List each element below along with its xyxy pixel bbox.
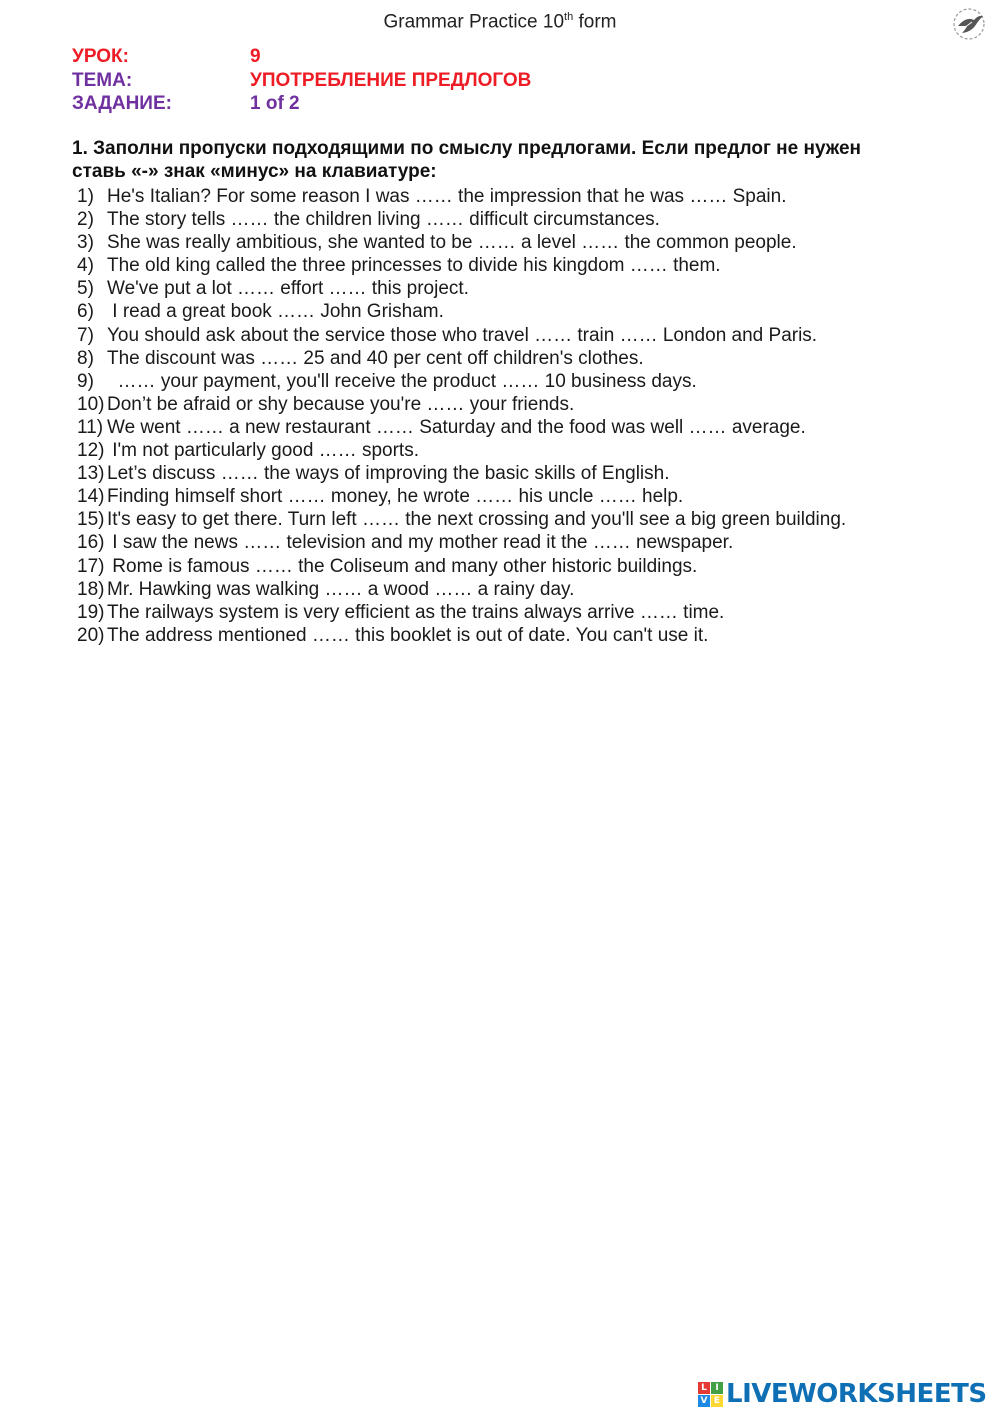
task-value: 1 of 2 [250, 93, 300, 114]
question-text: Finding himself short …… money, he wrote …… his uncle …… help. [107, 486, 684, 508]
question-item [77, 300, 957, 323]
task-label: ЗАДАНИЕ: [72, 93, 172, 114]
question-item [77, 416, 957, 439]
question-item [77, 508, 957, 531]
header-title-suffix: form [573, 11, 617, 33]
question-text: It's easy to get there. Turn left …… the next crossing and you'll see a big green building. [107, 509, 847, 531]
question-item [77, 462, 957, 485]
question-item [77, 555, 957, 578]
question-text: I read a great book …… John Grisham. [107, 301, 444, 323]
page-header [0, 11, 1000, 33]
question-text: Let’s discuss …… the ways of improving the basic skills of English. [107, 463, 670, 485]
topic-value: УПОТРЕБЛЕНИЕ ПРЕДЛОГОВ [250, 69, 532, 91]
question-text: Rome is famous …… the Coliseum and many other historic buildings. [107, 555, 698, 577]
question-item [77, 185, 957, 208]
question-number: 16) [77, 532, 105, 554]
question-item [77, 439, 957, 462]
question-number: 20) [77, 624, 105, 646]
header-title-prefix: Grammar Practice 10 [383, 11, 565, 33]
logo-square: E [711, 1395, 723, 1407]
question-text: We've put a lot …… effort …… this project. [107, 278, 469, 300]
question-item [77, 231, 957, 254]
question-number: 14) [77, 486, 105, 508]
lesson-row [72, 45, 531, 69]
question-number: 2) [77, 209, 94, 231]
question-number: 10) [77, 393, 105, 415]
questions-list [77, 185, 957, 647]
question-text: You should ask about the service those who travel …… train …… London and Paris. [107, 324, 818, 346]
question-text: I saw the news …… television and my mother read it the …… newspaper. [107, 532, 734, 554]
task-instructions-line2: ставь «-» знак «минус» на клавиатуре: [72, 161, 437, 182]
task-row [72, 92, 531, 116]
task-instructions [72, 137, 932, 183]
bird-logo-icon [950, 6, 988, 42]
question-number: 15) [77, 509, 105, 531]
question-item [77, 208, 957, 231]
question-number: 17) [77, 555, 105, 577]
question-item [77, 624, 957, 647]
question-number: 18) [77, 578, 105, 600]
question-number: 12) [77, 440, 105, 462]
question-text: We went …… a new restaurant …… Saturday and the food was well …… average. [107, 416, 806, 438]
question-number: 19) [77, 601, 105, 623]
question-number: 9) [77, 370, 94, 392]
question-item [77, 601, 957, 624]
question-number: 4) [77, 255, 94, 277]
question-item [77, 254, 957, 277]
question-number: 3) [77, 232, 94, 254]
question-text: …… your payment, you'll receive the product …… 10 business days. [107, 370, 697, 392]
task-instructions-line1: 1. Заполни пропуски подходящими по смыслу предлогами. Если предлог не нужен [72, 138, 862, 159]
question-item [77, 370, 957, 393]
question-number: 11) [77, 416, 104, 438]
question-text: She was really ambitious, she wanted to be …… a level …… the common people. [107, 232, 797, 254]
lesson-meta [72, 45, 531, 116]
question-item [77, 531, 957, 554]
question-text: The address mentioned …… this booklet is out of date. You can't use it. [107, 624, 709, 646]
question-number: 6) [77, 301, 94, 323]
question-item [77, 578, 957, 601]
question-text: He's Italian? For some reason I was …… the impression that he was …… Spain. [107, 186, 787, 207]
question-number: 5) [77, 278, 94, 300]
logo-square: L [698, 1382, 710, 1394]
question-number: 8) [77, 347, 94, 369]
question-item [77, 347, 957, 370]
logo-square: V [698, 1395, 710, 1407]
question-item [77, 393, 957, 416]
question-item [77, 277, 957, 300]
header-title-sup: th [564, 11, 574, 23]
question-item [77, 485, 957, 508]
topic-row [72, 69, 531, 93]
question-text: The old king called the three princesses to divide his kingdom …… them. [107, 255, 721, 277]
lesson-value: 9 [250, 46, 261, 67]
question-text: Mr. Hawking was walking …… a wood …… a rainy day. [107, 578, 575, 600]
lesson-label: УРОК: [72, 46, 129, 67]
question-text: The railways system is very efficient as the trains always arrive …… time. [107, 601, 725, 623]
question-text: The story tells …… the children living …… difficult circumstances. [107, 209, 660, 231]
topic-label: ТЕМА: [72, 69, 133, 91]
question-number: 1) [77, 186, 94, 207]
logo-square: I [711, 1382, 723, 1394]
brand-name: LIVEWORKSHEETS [726, 1379, 987, 1409]
question-number: 7) [77, 324, 94, 346]
question-number: 13) [77, 463, 105, 485]
liveworksheets-logo-icon [698, 1382, 723, 1407]
question-text: I'm not particularly good …… sports. [107, 440, 419, 462]
question-item [77, 324, 957, 347]
liveworksheets-logo [698, 1379, 987, 1409]
question-text: Don’t be afraid or shy because you're …… your friends. [107, 393, 575, 415]
question-text: The discount was …… 25 and 40 per cent off children's clothes. [107, 347, 644, 369]
